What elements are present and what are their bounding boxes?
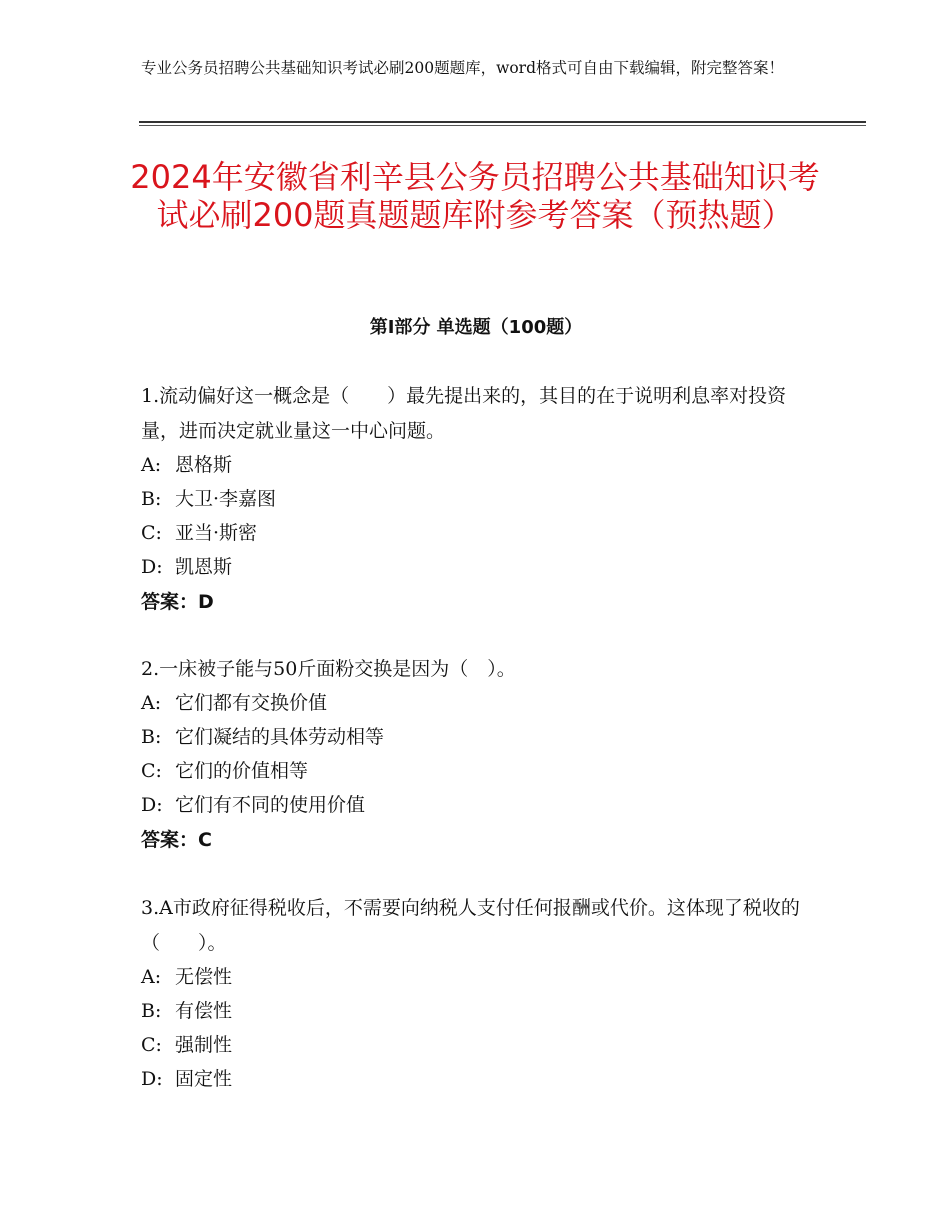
question-3-option-c — [141, 1032, 232, 1058]
option-text: 无偿性 — [175, 966, 233, 988]
question-1-option-b — [141, 486, 276, 512]
question-1-option-c — [141, 520, 257, 546]
question-3-option-d — [141, 1066, 232, 1092]
header-rule-thin — [139, 125, 866, 126]
question-3-stem: 3.A市政府征得税收后，不需要向纳税人支付任何报酬或代价。这体现了税收的（ ）。 — [141, 897, 800, 954]
question-2-stem: 2.一床被子能与50斤面粉交换是因为（ ）。 — [141, 658, 516, 680]
question-2-option-a — [141, 690, 327, 716]
question-1-answer — [141, 589, 214, 615]
option-text: 强制性 — [175, 1034, 233, 1056]
question-3-option-b — [141, 998, 232, 1024]
answer-value: C — [198, 829, 212, 851]
option-letter: C: — [141, 760, 162, 782]
option-letter: C: — [141, 522, 162, 544]
document-title: 2024年安徽省利辛县公务员招聘公共基础知识考试必刷200题真题题库附参考答案（预热题） — [130, 158, 820, 234]
question-1-option-a — [141, 452, 232, 478]
option-letter: B: — [141, 726, 162, 748]
question-2-option-c — [141, 758, 308, 784]
option-letter: D: — [141, 1068, 163, 1090]
question-2-option-d — [141, 792, 365, 818]
question-2-answer — [141, 827, 212, 853]
option-text: 它们都有交换价值 — [175, 692, 328, 714]
option-letter: C: — [141, 1034, 162, 1056]
question-2-option-b — [141, 724, 384, 750]
option-letter: D: — [141, 556, 163, 578]
section-title: 第Ⅰ部分 单选题（100题） — [369, 317, 583, 338]
question-1-option-d — [141, 554, 232, 580]
option-text: 亚当·斯密 — [175, 522, 258, 544]
option-text: 恩格斯 — [175, 454, 233, 476]
option-letter: A: — [141, 454, 162, 476]
question-3-option-a — [141, 964, 232, 990]
option-text: 它们有不同的使用价值 — [175, 794, 366, 816]
header-rule-thick — [139, 121, 866, 123]
answer-value: D — [198, 591, 214, 613]
option-text: 固定性 — [175, 1068, 233, 1090]
answer-label: 答案： — [141, 591, 199, 613]
header-note: 专业公务员招聘公共基础知识考试必刷200题题库，word格式可自由下载编辑，附完整答案！ — [141, 59, 785, 77]
option-text: 大卫·李嘉图 — [175, 488, 277, 510]
option-text: 它们的价值相等 — [175, 760, 309, 782]
question-1-stem: 1.流动偏好这一概念是（ ）最先提出来的，其目的在于说明利息率对投资量，进而决定就业量这一中心问题。 — [141, 385, 787, 442]
option-letter: B: — [141, 1000, 162, 1022]
option-letter: D: — [141, 794, 163, 816]
option-text: 它们凝结的具体劳动相等 — [175, 726, 385, 748]
answer-label: 答案： — [141, 829, 199, 851]
option-text: 有偿性 — [175, 1000, 233, 1022]
option-letter: A: — [141, 692, 162, 714]
option-text: 凯恩斯 — [175, 556, 233, 578]
option-letter: B: — [141, 488, 162, 510]
option-letter: A: — [141, 966, 162, 988]
